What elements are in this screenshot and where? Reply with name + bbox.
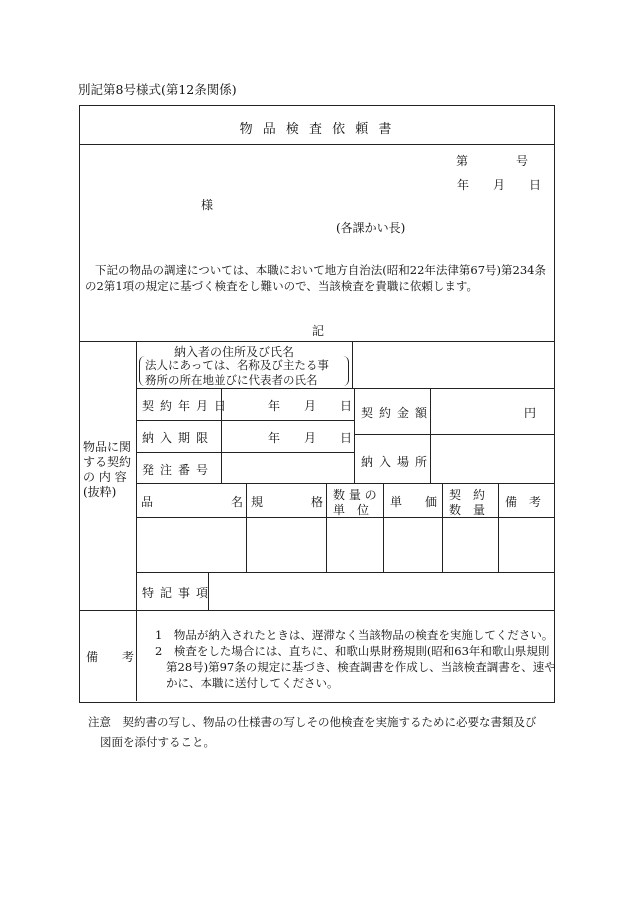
document-date: 年 月 日 [457,178,542,192]
contract-date-label: 契約年月日 [142,399,233,413]
request-body-line-1: 下記の物品の調達については、本職において地方自治法(昭和22年法律第67号)第234条 [95,263,546,277]
form-reference: 別記第8号様式(第12条関係) [78,82,237,97]
side-label-line: する契約 [83,455,132,469]
column-contract-quantity: 契 約 [449,488,486,502]
column-quantity-unit: 単 位 [333,503,370,517]
column-name: 品 [141,495,154,509]
delivery-period-value: 年 月 日 [268,431,353,445]
side-label-line: (抜粋) [83,485,117,499]
footnote-line-2: 図面を添付すること。 [100,735,215,749]
column-spec: 規 [251,495,264,509]
remarks-label: 備 考 [86,650,135,664]
supplier-note-line-1: 法人にあっては、名称及び主たる事 [145,358,329,372]
column-spec: 格 [311,495,324,509]
column-unit-price: 価 [425,495,438,509]
side-label-line: の 内 容 [83,470,127,484]
column-unit-price: 単 [390,495,403,509]
remarks-item-1: 1 物品が納入されたときは、遅滞なく当該物品の検査を実施してください。 [155,628,554,642]
request-body-line-2: の2第1項の規定に基づく検査をし難いので、当該検査を貴職に依頼します。 [85,279,478,293]
yen-unit: 円 [524,406,537,420]
addressee-sama: 様 [201,198,214,212]
remarks-item-2-cont: かに、本職に送付してください。 [166,676,339,690]
ki-heading: 記 [312,324,325,338]
footnote-line-1: 注意 契約書の写し、物品の仕様書の写しその他検査を実施するために必要な書類及び [88,715,537,729]
special-notes-label: 特記事項 [142,586,215,600]
column-quantity-unit: 数 量 の [333,488,377,502]
remarks-item-2-cont: 第28号)第97条の規定に基づき、検査調書を作成し、当該検査調書を、速や [166,660,556,674]
supplier-label: 納入者の住所及び氏名 [174,345,295,359]
order-number-label: 発注番号 [142,463,215,477]
contract-side-label [80,440,136,500]
delivery-period-label: 納入期限 [142,431,215,445]
column-name: 名 [231,495,244,509]
document-number: 第 号 [456,154,529,168]
form-title: 物 品 検 査 依 頼 書 [239,122,395,137]
contract-amount-label: 契約金額 [361,406,434,420]
remarks-item-2: 2 検査をした場合には、直ちに、和歌山県財務規則(昭和63年和歌山県規則 [155,644,550,658]
column-contract-quantity: 数 量 [449,503,486,517]
supplier-note-line-2: 務所の所在地並びに代表者の氏名 [145,373,318,387]
delivery-place-label: 納入場所 [361,455,434,469]
column-remarks: 備 考 [505,495,542,509]
addressee-sub: (各課かい長) [336,221,406,235]
side-label-line: 物品に関 [83,440,132,454]
contract-date-value: 年 月 日 [268,399,353,413]
